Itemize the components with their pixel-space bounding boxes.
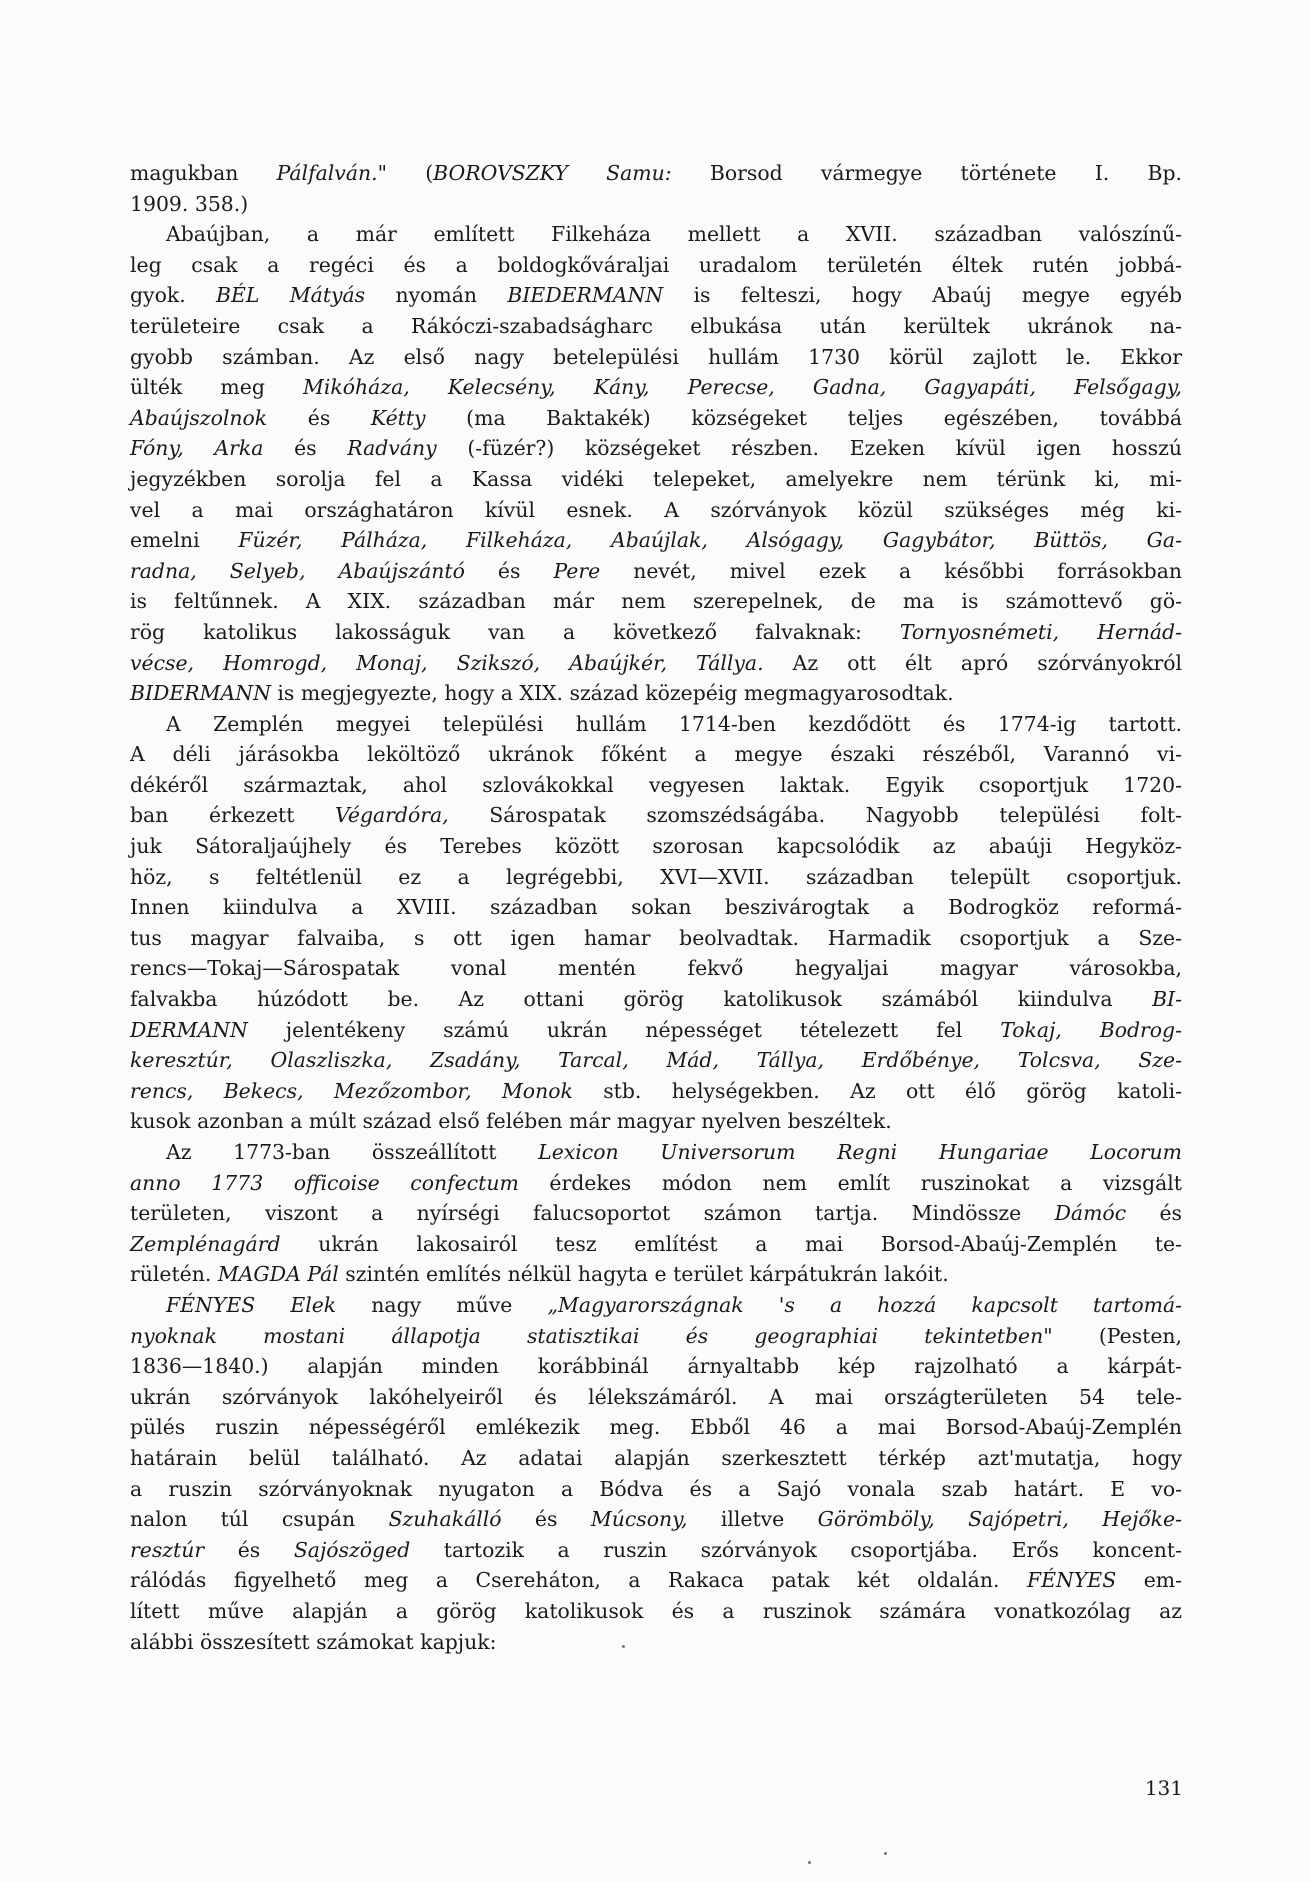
- text-segment: nyomán: [365, 283, 508, 308]
- text-line: [130, 556, 1182, 587]
- italic-text: BIDERMANN: [130, 681, 271, 706]
- text-segment: 1909. 358.): [130, 191, 249, 216]
- text-segment: Sárospatak szomszédságába. Nagyobb települési folt-: [448, 803, 1182, 828]
- text-segment: szintén említés nélkül hagyta e terület kárpátukrán lakóit.: [338, 1262, 949, 1287]
- text-segment: emelni: [130, 528, 239, 553]
- text-segment: a ruszin szórványoknak nyugaton a Bódva és a Sajó vonala szab határt. E vo-: [130, 1476, 1182, 1501]
- text-segment: gyobb számban. Az első nagy betelepülési hullám 1730 körül zajlott le. Ekkor: [130, 344, 1182, 369]
- text-segment: nagy műve: [336, 1292, 548, 1317]
- text-segment: ban érkezett: [130, 803, 336, 828]
- text-segment: ülték meg: [130, 375, 304, 400]
- text-segment: is felteszi, hogy Abaúj megye egyéb: [663, 283, 1182, 308]
- text-segment: vel a mai országhatáron kívül esnek. A szórványok közül szükséges még ki-: [130, 497, 1182, 522]
- scan-speck: [884, 1852, 887, 1855]
- text-segment: pülés ruszin népességéről emlékezik meg. Ebből 46 a mai Borsod-Abaúj-Zemplén: [130, 1415, 1182, 1440]
- text-segment: " (: [377, 161, 434, 185]
- scan-speck: [622, 1645, 625, 1648]
- text-segment: magukban: [130, 161, 277, 185]
- text-segment: höz, s feltétlenül ez a legrégebbi, XVI—XVII. században települt csoportjuk.: [130, 864, 1182, 889]
- text-segment: tartozik a ruszin szórványok csoportjába. Erős koncent-: [410, 1537, 1182, 1562]
- text-segment: (Pesten,: [1052, 1323, 1182, 1348]
- text-line: [130, 311, 1182, 342]
- italic-text: Mikóháza, Kelecsény, Kány, Perecse, Gadna, Gagyapáti, Felsőgagy,: [303, 375, 1182, 400]
- text-line: [130, 1535, 1182, 1566]
- text-segment: területeire csak a Rákóczi-szabadságharc elbukása után kerültek ukránok na-: [130, 313, 1182, 338]
- text-segment: A Zemplén megyei települési hullám 1714-ben kezdődött és 1774-ig tartott.: [166, 711, 1182, 736]
- text-line: [130, 525, 1182, 556]
- text-line: [130, 892, 1182, 923]
- text-segment: Borsod vármegye története I. Bp.: [671, 161, 1182, 185]
- text-line: [130, 984, 1182, 1015]
- italic-text: Kétty: [370, 405, 426, 430]
- text-segment: A déli járásokba leköltöző ukránok főként a megye északi részéből, Varannó vi-: [130, 742, 1182, 767]
- text-segment: falvakba húzódott be. Az ottani görög katolikusok számából kiindulva: [130, 987, 1153, 1012]
- italic-text: Pálfalván.: [276, 161, 378, 185]
- text-line: [130, 280, 1182, 311]
- italic-text: Végardóra,: [335, 803, 449, 828]
- italic-text: vécse, Homrogd, Monaj, Szikszó, Abaújkér, Tállya.: [130, 650, 764, 675]
- text-segment: határain belül található. Az adatai alapján szerkesztett térkép azt'mutatja, hogy: [130, 1445, 1182, 1470]
- text-line: [130, 1045, 1182, 1076]
- italic-text: keresztúr, Olaszliszka, Zsadány, Tarcal, Mád, Tállya, Erdőbénye, Tolcsva, Sze-: [130, 1048, 1182, 1073]
- text-segment: jelentékeny számú ukrán népességet tételezett fel: [247, 1017, 1001, 1042]
- text-line: [130, 617, 1182, 648]
- text-line: [130, 648, 1182, 679]
- text-line: [130, 158, 1182, 189]
- text-segment: juk Sátoraljaújhely és Terebes között szorosan kapcsolódik az abaúji Hegyköz-: [130, 834, 1182, 859]
- italic-text: Zemplénagárd: [130, 1231, 281, 1256]
- text-line: [130, 1198, 1182, 1229]
- text-line: [130, 1565, 1182, 1596]
- text-line: [130, 1412, 1182, 1443]
- text-line: [130, 464, 1182, 495]
- text-line: [130, 342, 1182, 373]
- text-line: [130, 250, 1182, 281]
- text-line: [130, 1290, 1182, 1321]
- text-line: [130, 1106, 1182, 1137]
- text-segment: Az 1773-ban összeállított: [166, 1140, 539, 1164]
- italic-text: „Magyarországnak 's a hozzá kapcsolt tartomá-: [547, 1292, 1182, 1317]
- text-segment: és: [267, 405, 371, 430]
- text-segment: rög katolikus lakosságuk van a következő falvaknak:: [130, 619, 900, 644]
- text-line: [130, 678, 1182, 709]
- text-segment: is megjegyezte, hogy a XIX. század közepéig megmagyarosodtak.: [270, 681, 954, 706]
- text-segment: Abaújban, a már említett Filkeháza mellett a XVII. században valószínű-: [166, 222, 1182, 247]
- italic-text: DERMANN: [130, 1017, 248, 1042]
- text-line: [130, 1382, 1182, 1413]
- text-line: [130, 1504, 1182, 1535]
- scan-speck: [808, 1861, 811, 1864]
- italic-text: Szuhakálló: [388, 1507, 502, 1532]
- text-line: [130, 403, 1182, 434]
- text-segment: tus magyar falvaiba, s ott igen hamar beolvadtak. Harmadik csoportjuk a Sze-: [130, 925, 1182, 950]
- italic-text: BI-: [1152, 987, 1182, 1012]
- text-segment: és: [263, 436, 348, 461]
- text-segment: dékéről származtak, ahol szlovákokkal vegyesen laktak. Egyik csoportjuk 1720-: [130, 772, 1182, 797]
- text-segment: is feltűnnek. A XIX. században már nem szerepelnek, de ma is számottevő gö-: [130, 589, 1182, 614]
- text-segment: (ma Baktakék) községeket teljes egészében, továbbá: [425, 405, 1182, 430]
- text-segment: nalon túl csupán: [130, 1507, 389, 1532]
- text-segment: alábbi összesített számokat kapjuk:: [130, 1629, 497, 1654]
- text-segment: ukrán szórványok lakóhelyeiről és lélekszámáról. A mai országterületen 54 tele-: [130, 1384, 1182, 1409]
- italic-text: Radvány: [347, 436, 437, 461]
- text-line: [130, 1015, 1182, 1046]
- italic-text: BÉL Mátyás: [216, 283, 366, 308]
- italic-text: Dámóc: [1054, 1201, 1127, 1226]
- text-line: [130, 709, 1182, 740]
- text-segment: és: [501, 1507, 591, 1532]
- italic-text: BOROVSZKY Samu:: [433, 161, 672, 185]
- italic-text: BIEDERMANN: [507, 283, 664, 308]
- text-segment: rencs—Tokaj—Sárospatak vonal mentén fekvő hegyaljai magyar városokba,: [130, 956, 1182, 981]
- text-line: [130, 372, 1182, 403]
- text-line: [130, 1137, 1182, 1168]
- italic-text: FÉNYES Elek: [166, 1292, 337, 1317]
- italic-text: nyoknak mostani állapotja statisztikai és geographiai tekintetben": [130, 1323, 1053, 1348]
- text-segment: és: [204, 1537, 294, 1562]
- italic-text: Tokaj, Bodrog-: [1000, 1017, 1182, 1042]
- text-segment: (-füzér?) községeket részben. Ezeken kívül igen hosszú: [436, 436, 1183, 461]
- text-segment: gyok.: [130, 283, 217, 308]
- text-segment: lített műve alapján a görög katolikusok és a ruszinok számára vonatkozólag az: [130, 1598, 1182, 1623]
- italic-text: Tornyosnémeti, Hernád-: [899, 619, 1182, 644]
- italic-text: Fóny, Arka: [130, 436, 264, 461]
- text-segment: Innen kiindulva a XVIII. században sokan beszivárogtak a Bodrogköz reformá-: [130, 895, 1182, 920]
- italic-text: Pere: [553, 558, 601, 583]
- italic-text: FÉNYES: [1026, 1568, 1117, 1593]
- text-line: [130, 586, 1182, 617]
- text-line: [130, 1351, 1182, 1382]
- text-line: [130, 433, 1182, 464]
- text-line: [130, 1627, 1182, 1658]
- text-line: [130, 1259, 1182, 1290]
- italic-text: Görömböly, Sajópetri, Hejőke-: [817, 1507, 1182, 1532]
- text-line: [130, 1229, 1182, 1260]
- text-segment: területen, viszont a nyírségi falucsoportot számon tartja. Mindössze: [130, 1201, 1055, 1226]
- text-segment: és: [464, 558, 554, 583]
- text-line: [130, 495, 1182, 526]
- text-line: [130, 1168, 1182, 1199]
- text-segment: em-: [1116, 1568, 1182, 1593]
- text-line: [130, 1076, 1182, 1107]
- text-segment: jegyzékben sorolja fel a Kassa vidéki telepeket, amelyekre nem térünk ki, mi-: [130, 466, 1182, 491]
- italic-text: resztúr: [130, 1537, 205, 1562]
- text-line: [130, 923, 1182, 954]
- italic-text: Füzér, Pálháza, Filkeháza, Abaújlak, Alsógagy, Gagybátor, Büttös, Ga-: [238, 528, 1182, 553]
- text-segment: stb. helységekben. Az ott élő görög katoli-: [572, 1078, 1182, 1103]
- text-segment: Az ott élt apró szórványokról: [763, 650, 1182, 675]
- text-line: [130, 739, 1182, 770]
- text-line: [130, 1443, 1182, 1474]
- text-line: [130, 1321, 1182, 1352]
- text-segment: nevét, mivel ezek a későbbi forrásokban: [600, 558, 1182, 583]
- text-segment: leg csak a regéci és a boldogkőváraljai uradalom területén éltek rutén jobbá-: [130, 252, 1182, 277]
- text-segment: kusok azonban a múlt század első felében már magyar nyelven beszéltek.: [130, 1109, 892, 1134]
- text-line: [130, 189, 1182, 220]
- italic-text: Sajószöged: [293, 1537, 411, 1562]
- italic-text: radna, Selyeb, Abaújszántó: [130, 558, 465, 583]
- text-segment: 1836—1840.) alapján minden korábbinál árnyaltabb kép rajzolható a kárpát-: [130, 1354, 1182, 1379]
- text-line: [130, 862, 1182, 893]
- italic-text: Abaújszolnok: [130, 405, 268, 430]
- text-segment: érdekes módon nem említ ruszinokat a vizsgált: [518, 1170, 1182, 1195]
- italic-text: anno 1773 officoise confectum: [130, 1170, 519, 1195]
- text-segment: és: [1126, 1201, 1182, 1226]
- text-line: [130, 770, 1182, 801]
- italic-text: Múcsony,: [590, 1507, 688, 1532]
- italic-text: rencs, Bekecs, Mezőzombor, Monok: [130, 1078, 573, 1103]
- page-number: 131: [1144, 1776, 1183, 1800]
- italic-text: MAGDA Pál: [217, 1262, 339, 1287]
- text-line: [130, 1596, 1182, 1627]
- text-segment: ukrán lakosairól tesz említést a mai Borsod-Abaúj-Zemplén te-: [280, 1231, 1182, 1256]
- text-line: [130, 219, 1182, 250]
- body-text: [130, 158, 1182, 1657]
- italic-text: Lexicon Universorum Regni Hungariae Locorum: [538, 1140, 1182, 1164]
- text-segment: illetve: [687, 1507, 818, 1532]
- text-segment: rületén.: [130, 1262, 218, 1287]
- text-line: [130, 800, 1182, 831]
- text-line: [130, 953, 1182, 984]
- text-segment: rálódás figyelhető meg a Csereháton, a Rakaca patak két oldalán.: [130, 1568, 1027, 1593]
- text-line: [130, 831, 1182, 862]
- text-line: [130, 1474, 1182, 1505]
